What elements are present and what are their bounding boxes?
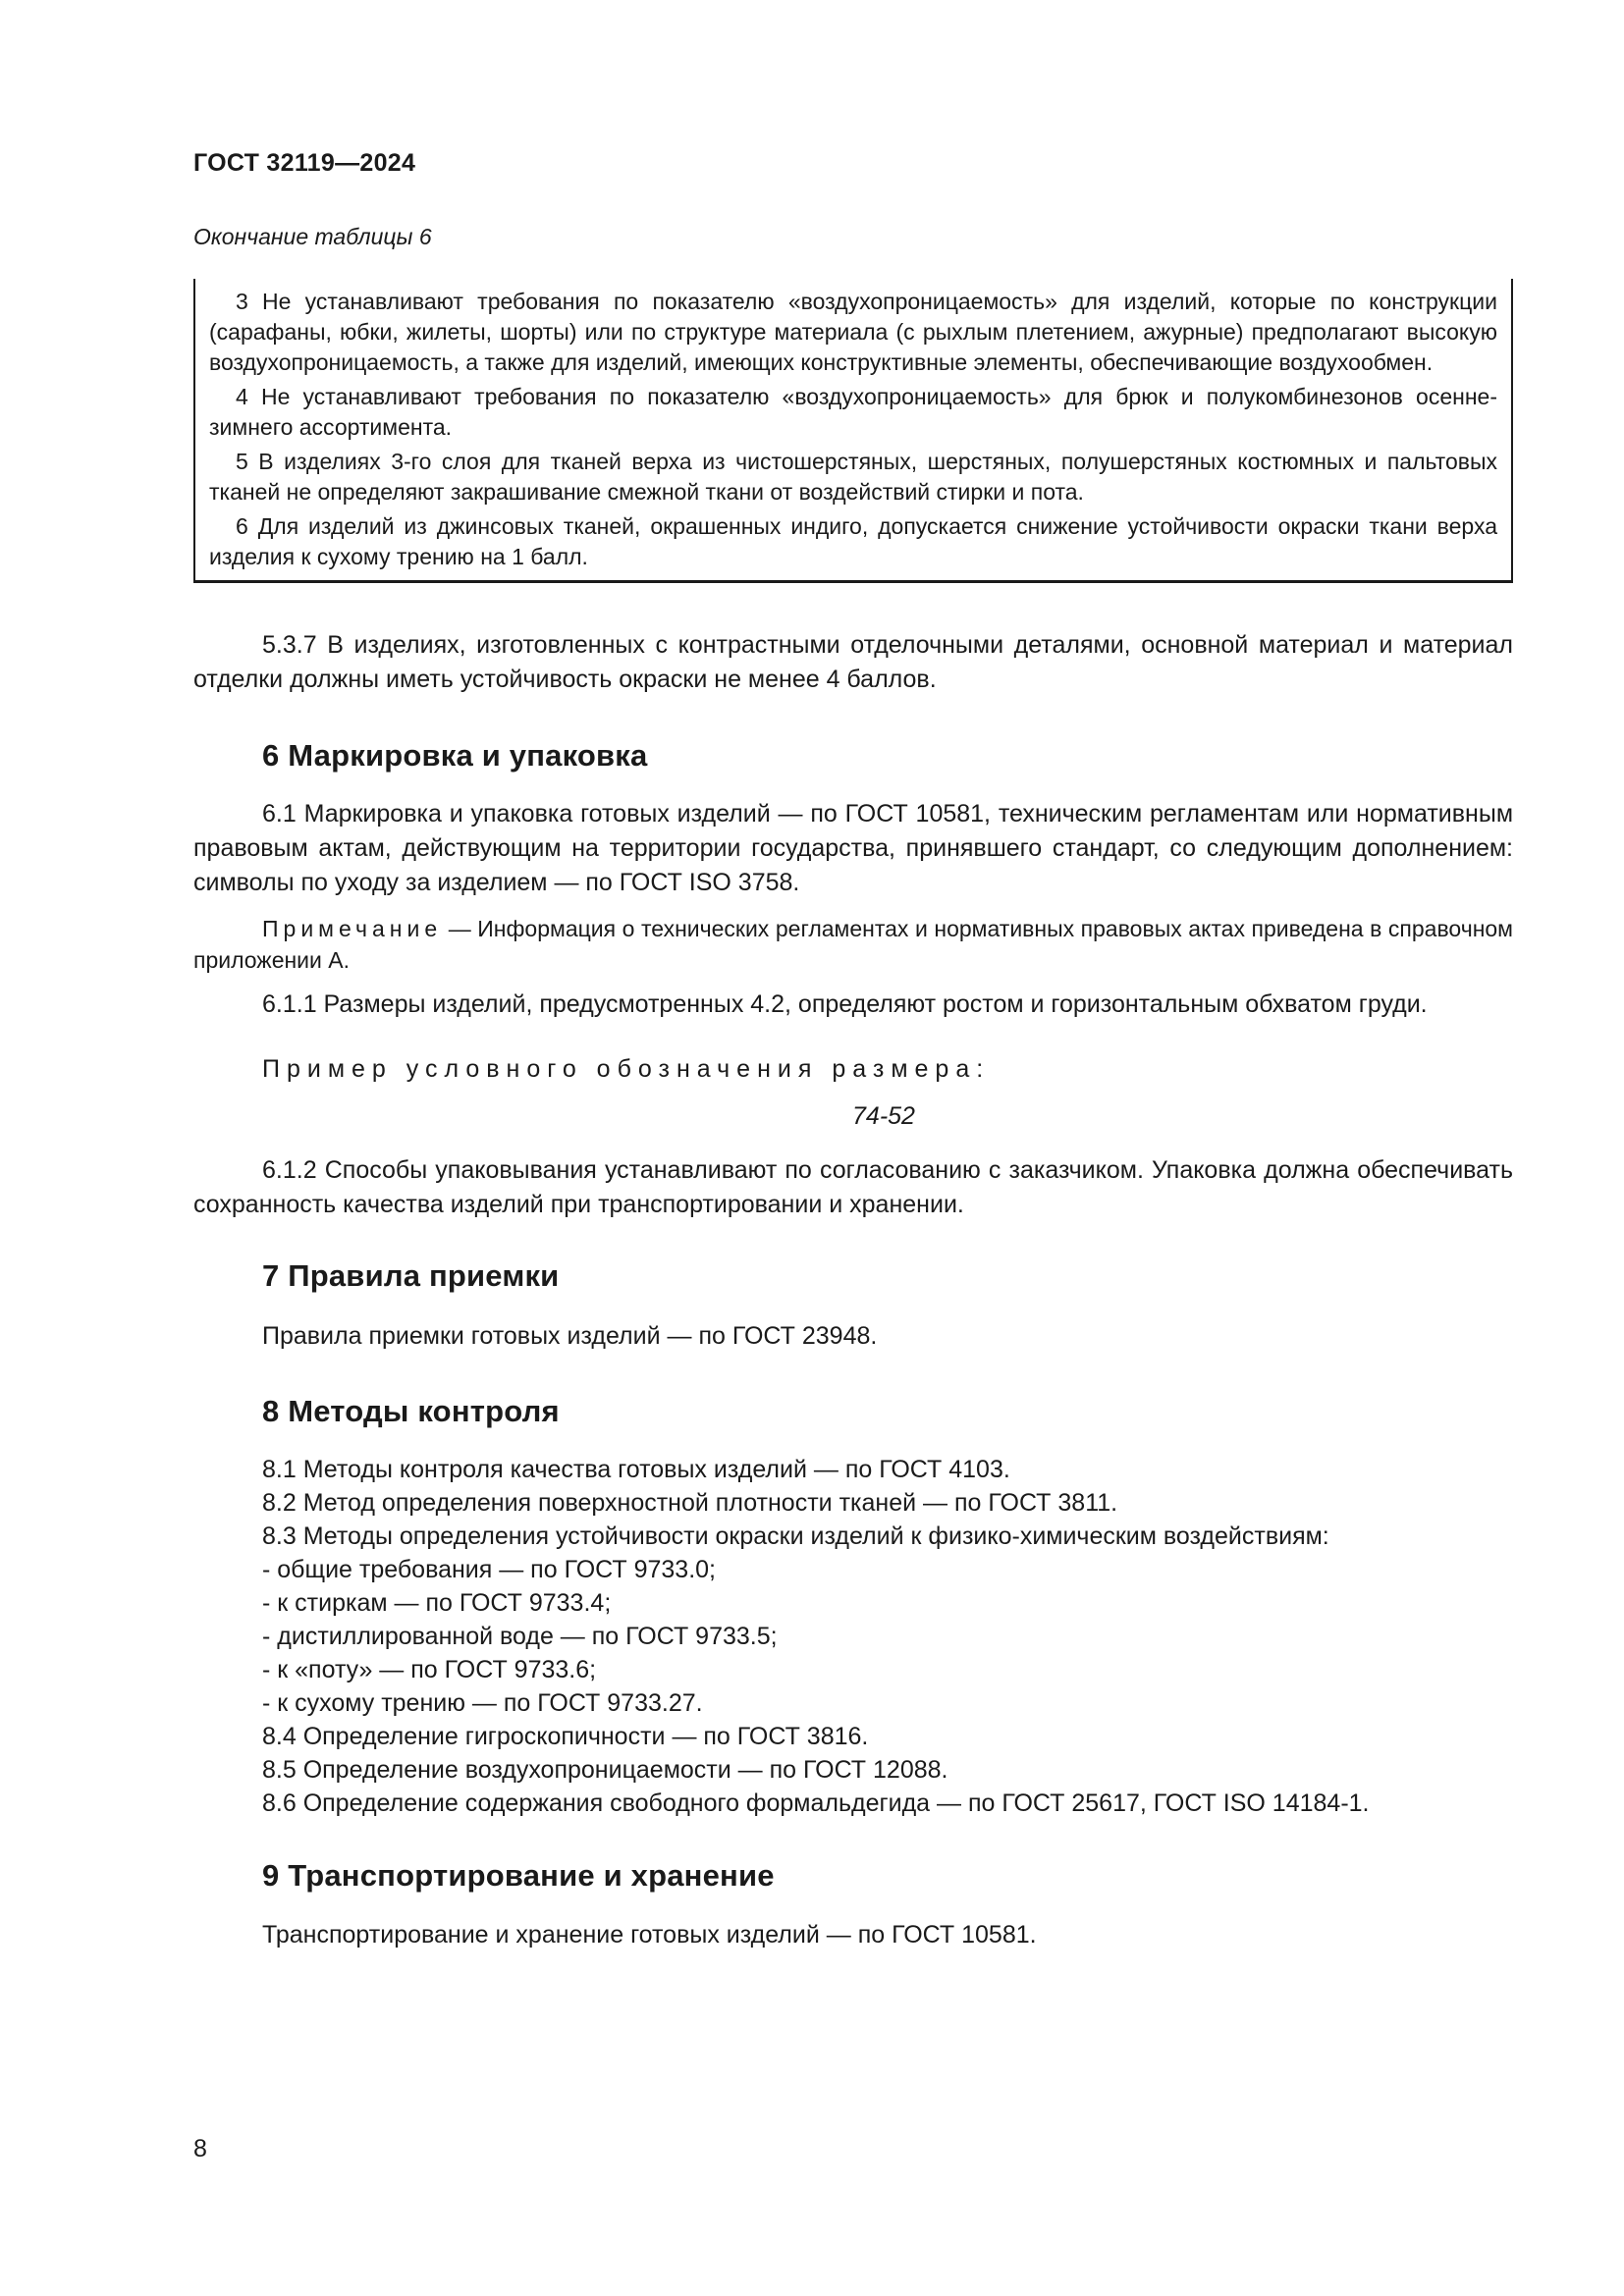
list-item: - к «поту» — по ГОСТ 9733.6; xyxy=(262,1656,597,1683)
table-note-4: 4 Не устанавливают требования по показателю «воздухопроницаемость» для брюк и полукомбинезонов осенне-зимнего ассортимента. xyxy=(209,384,1497,440)
list-item: 8.1 Методы контроля качества готовых изделий — по ГОСТ 4103. xyxy=(262,1456,1010,1483)
list-item: 8.2 Метод определения поверхностной плотности тканей — по ГОСТ 3811. xyxy=(262,1489,1118,1517)
table-caption: Окончание таблицы 6 xyxy=(193,224,432,249)
list-item: - общие требования — по ГОСТ 9733.0; xyxy=(262,1556,716,1583)
section-9-title: 9 Транспортирование и хранение xyxy=(262,1858,775,1893)
table-notes-box xyxy=(193,279,1513,583)
list-item: 8.3 Методы определения устойчивости окраски изделий к физико-химическим воздействиям: xyxy=(262,1522,1329,1550)
page-number: 8 xyxy=(193,2135,207,2163)
section-6-title: 6 Маркировка и упаковка xyxy=(262,738,648,773)
section-9-text: Транспортирование и хранение готовых изделий — по ГОСТ 10581. xyxy=(262,1921,1037,1949)
paragraph-6-1-2: 6.1.2 Способы упаковывания устанавливают по согласованию с заказчиком. Упаковка должна обеспечивать сохранность качества изделий при транспортировании и хранении. xyxy=(193,1156,1513,1218)
list-item: 8.4 Определение гигроскопичности — по ГОСТ 3816. xyxy=(262,1723,869,1750)
example-label: Пример условного обозначения размера: xyxy=(262,1055,991,1083)
table-note-3: 3 Не устанавливают требования по показателю «воздухопроницаемость» для изделий, которые по конструкции (сарафаны, юбки, жилеты, шорты) или по структуре материала (с рыхлым плетением, ажурные) предполагают высокую воздухопроницаемость, а также для изделий, имеющих конструктивные элементы, обеспечивающие воздухообмен. xyxy=(209,289,1497,375)
standard-header: ГОСТ 32119—2024 xyxy=(193,149,416,177)
table-note-5: 5 В изделиях 3-го слоя для тканей верха из чистошерстяных, шерстяных, полушерстяных костюмных и пальтовых тканей не определяют закрашивание смежной ткани от воздействий стирки и пота. xyxy=(209,449,1497,505)
example-value: 74-52 xyxy=(852,1102,915,1130)
section-7-text: Правила приемки готовых изделий — по ГОСТ 23948. xyxy=(262,1322,878,1350)
list-item: - дистиллированной воде — по ГОСТ 9733.5; xyxy=(262,1623,778,1650)
table-note-6: 6 Для изделий из джинсовых тканей, окрашенных индиго, допускается снижение устойчивости окраски ткани верха изделия к сухому трению на 1 балл. xyxy=(209,513,1497,569)
note-6-1 xyxy=(193,913,1513,976)
paragraph-6-1-1: 6.1.1 Размеры изделий, предусмотренных 4.2, определяют ростом и горизонтальным обхватом груди. xyxy=(262,990,1428,1018)
paragraph-6-1: 6.1 Маркировка и упаковка готовых изделий — по ГОСТ 10581, техническим регламентам или нормативным правовым актам, действующим на территории государства, принявшего стандарт, со следующим дополнением: символы по уходу за изделием — по ГОСТ ISO 3758. xyxy=(193,800,1513,896)
section-8-title: 8 Методы контроля xyxy=(262,1394,560,1428)
section-8-list xyxy=(262,1453,1370,1820)
list-item: 8.6 Определение содержания свободного формальдегида — по ГОСТ 25617, ГОСТ ISO 14184-1. xyxy=(262,1789,1370,1817)
paragraph-5-3-7: 5.3.7 В изделиях, изготовленных с контрастными отделочными деталями, основной материал и материал отделки должны иметь устойчивость окраски не менее 4 баллов. xyxy=(193,631,1513,693)
list-item: - к стиркам — по ГОСТ 9733.4; xyxy=(262,1589,612,1617)
note-label: Примечание xyxy=(262,916,443,941)
section-7-title: 7 Правила приемки xyxy=(262,1258,560,1293)
note-text: — Информация о технических регламентах и нормативных правовых актах приведена в справочном приложении А. xyxy=(193,916,1513,973)
list-item: - к сухому трению — по ГОСТ 9733.27. xyxy=(262,1689,703,1717)
list-item: 8.5 Определение воздухопроницаемости — по ГОСТ 12088. xyxy=(262,1756,948,1784)
